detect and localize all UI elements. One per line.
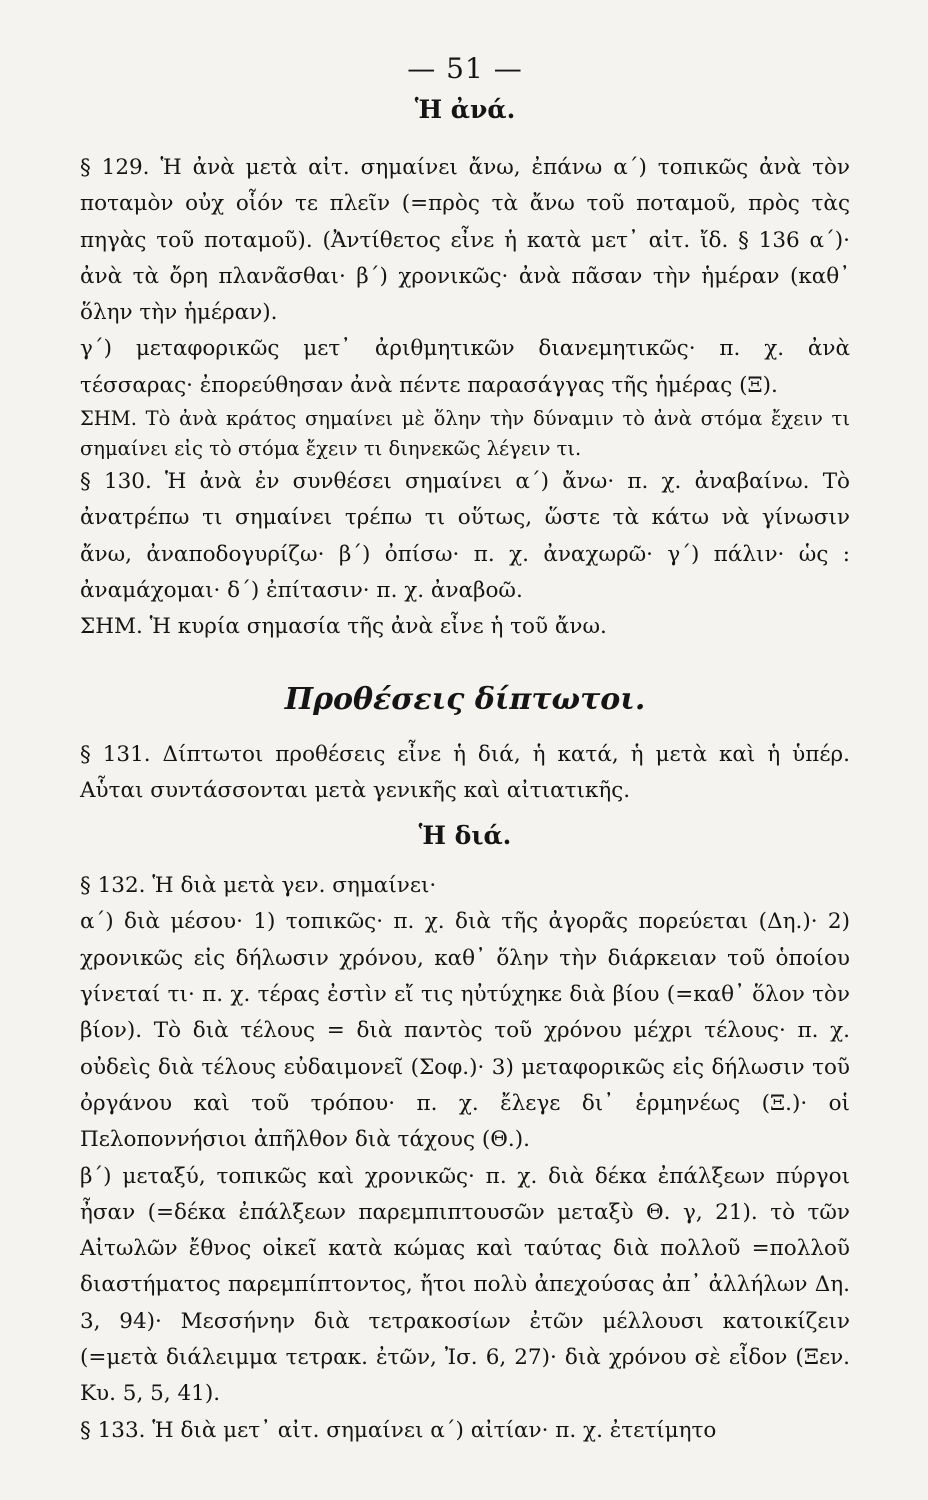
- page-number: — 51 —: [407, 52, 523, 85]
- paragraph-129: § 129. Ἡ ἀνὰ μετὰ αἰτ. σημαίνει ἄνω, ἐπάνω α΄) τοπικῶς ἀνὰ τὸν ποταμὸν οὐχ οἷόν τε πλεῖν (=πρὸς τὰ ἄνω τοῦ ποταμοῦ, πρὸς τὰς πηγὰς τοῦ ποταμοῦ). (Ἀντίθετος εἶνε ἡ κατὰ μετ᾿ αἰτ. ἴδ. § 136 α΄)· ἀνὰ τὰ ὄρη πλανᾶσθαι· β΄) χρονικῶς· ἀνὰ πᾶσαν τὴν ἡμέραν (καθ᾿ ὅλην τὴν ἡμέραν).: [80, 155, 850, 326]
- paragraph-132: § 132. Ἡ διὰ μετὰ γεν. σημαίνει·: [80, 873, 437, 899]
- paragraph-132-beta: β΄) μεταξύ, τοπικῶς καὶ χρονικῶς· π. χ. διὰ δέκα ἐπάλξεων πύργοι ἦσαν (=δέκα ἐπάλξεων παρεμπιπτουσῶν μεταξὺ Θ. γ, 21). τὸ τῶν Αἰτωλῶν ἔθνος οἰκεῖ κατὰ κώμας καὶ ταύτας διὰ πολλοῦ =πολλοῦ διαστήματος παρεμπίπτοντος, ἤτοι πολὺ ἀπεχούσας ἀπ᾿ ἀλλήλων Δη. 3, 94)· Μεσσήνην διὰ τετρακοσίων ἐτῶν μέλλουσι κατοικίζειν (=μετὰ διάλειμμα τετρακ. ἐτῶν, Ἰσ. 6, 27)· διὰ χρόνου σὲ εἶδον (Ξεν. Κυ. 5, 5, 41).: [80, 1163, 850, 1407]
- paragraph-130: § 130. Ἡ ἀνὰ ἐν συνθέσει σημαίνει α΄) ἄνω· π. χ. ἀναβαίνω. Τὸ ἀνατρέπω τι σημαίνει τρέπω τι οὕτως, ὥστε τὰ κάτω νὰ γίνωσιν ἄνω, ἀναποδογυρίζω· β΄) ὀπίσω· π. χ. ἀναχωρῶ· γ΄) πάλιν· ὡς : ἀναμάχομαι· δ΄) ἐπίτασιν· π. χ. ἀναβοῶ.: [80, 469, 850, 603]
- note-ana-meaning: ΣΗΜ. Ἡ κυρία σημασία τῆς ἀνὰ εἶνε ἡ τοῦ ἄνω.: [80, 614, 607, 640]
- heading-dia: Ἡ διά.: [418, 821, 512, 851]
- paragraph-131: § 131. Δίπτωτοι προθέσεις εἶνε ἡ διά, ἡ κατά, ἡ μετὰ καὶ ἡ ὑπέρ. Αὗται συντάσσονται μετὰ γενικῆς καὶ αἰτιατικῆς.: [80, 741, 850, 803]
- heading-ana: Ἡ ἀνά.: [414, 95, 516, 124]
- paragraph-129-gamma: γ΄) μεταφορικῶς μετ᾿ ἀριθμητικῶν διανεμητικῶς· π. χ. ἀνὰ τέσσαρας· ἐπορεύθησαν ἀνὰ πέντε παρασάγγας τῆς ἡμέρας (Ξ).: [80, 336, 850, 398]
- note-ana-kratos: ΣΗΜ. Τὸ ἀνὰ κράτος σημαίνει μὲ ὅλην τὴν δύναμιν τὸ ἀνὰ στόμα ἔχειν τι σημαίνει εἰς τὸ στόμα ἔχειν τι διηνεκῶς λέγειν τι.: [80, 407, 850, 461]
- section-title-diptotoi: Προθέσεις δίπτωτοι.: [284, 681, 646, 717]
- paragraph-132-alpha: α΄) διὰ μέσου· 1) τοπικῶς· π. χ. διὰ τῆς ἀγορᾶς πορεύεται (Δη.)· 2) χρονικῶς εἰς δήλωσιν χρόνου, καθ᾿ ὅλην τὴν διάρκειαν τοῦ ὁποίου γίνεταί τι· π. χ. τέρας ἐστὶν εἴ τις ηὐτύχηκε διὰ βίου (=καθ᾿ ὅλον τὸν βίον). Τὸ διὰ τέλους = διὰ παντὸς τοῦ χρόνου μέχρι τέλους· π. χ. οὐδεὶς διὰ τέλους εὐδαιμονεῖ (Σοφ.)· 3) μεταφορικῶς εἰς δήλωσιν τοῦ ὀργάνου καὶ τοῦ τρόπου· π. χ. ἔλεγε δι᾿ ἑρμηνέως (Ξ.)· οἱ Πελοποννήσιοι ἀπῆλθον διὰ τάχους (Θ.).: [80, 909, 850, 1153]
- paragraph-133: § 133. Ἡ διὰ μετ᾿ αἰτ. σημαίνει α΄) αἰτίαν· π. χ. ἐτετίμητο: [80, 1417, 717, 1443]
